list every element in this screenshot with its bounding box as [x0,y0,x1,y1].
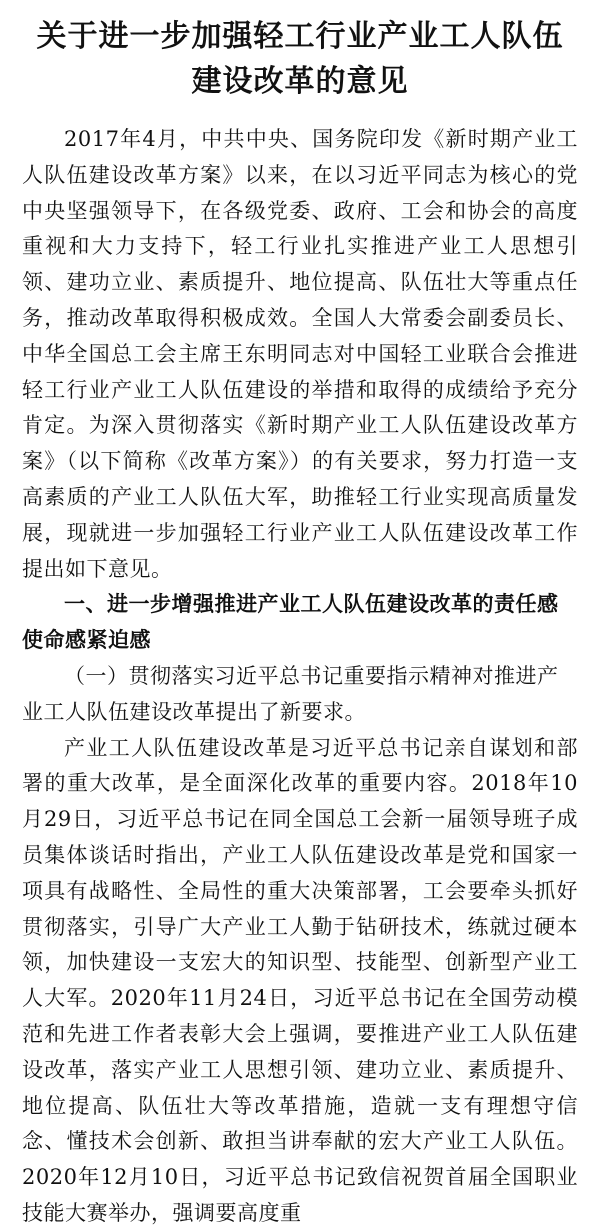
title-line-2: 建设改革的意见 [191,64,409,99]
title-line-1: 关于进一步加强轻工行业产业工人队伍 [36,19,564,54]
body-paragraph-2: 产业工人队伍建设改革是习近平总书记亲自谋划和部署的重大改革，是全面深化改革的重要内容。2018年10月29日，习近平总书记在同全国总工会新一届领导班子成员集体谈话时指出，产业工人队伍建设改革是党和国家一项具有战略性、全局性的重大决策部署，工会要牵头抓好贯彻落实，引导广大产业工人勤于钻研技术，练就过硬本领，加快建设一支宏大的知识型、技能型、创新型产业工人大军。2020年11月24日，习近平总书记在全国劳动模范和先进工作者表彰大会上强调，要推进产业工人队伍建设改革，落实产业工人思想引领、建功立业、素质提升、地位提高、队伍壮大等改革措施，造就一支有理想守信念、懂技术会创新、敢担当讲奉献的宏大产业工人队伍。2020年12月10日，习近平总书记致信祝贺首届全国职业技能大赛举办，强调要高度重 [22,735,578,1225]
section-heading-1: 一、进一步增强推进产业工人队伍建设改革的责任感使命感紧迫感 [22,592,559,653]
document-title [22,14,578,104]
subsection-heading-1: （一）贯彻落实习近平总书记重要指示精神对推进产业工人队伍建设改革提出了新要求。 [22,663,559,724]
intro-paragraph: 2017年4月，中共中央、国务院印发《新时期产业工人队伍建设改革方案》以来，在以习近平同志为核心的党中央坚强领导下，在各级党委、政府、工会和协会的高度重视和大力支持下，轻工行业扎实推进产业工人思想引领、建功立业、素质提升、地位提高、队伍壮大等重点任务，推动改革取得积极成效。全国人大常委会副委员长、中华全国总工会主席王东明同志对中国轻工业联合会推进轻工行业产业工人队伍建设的举措和取得的成绩给予充分肯定。为深入贯彻落实《新时期产业工人队伍建设改革方案》（以下简称《改革方案》）的有关要求，努力打造一支高素质的产业工人队伍大军，助推轻工行业实现高质量发展，现就进一步加强轻工行业产业工人队伍建设改革工作提出如下意见。 [22,127,578,581]
